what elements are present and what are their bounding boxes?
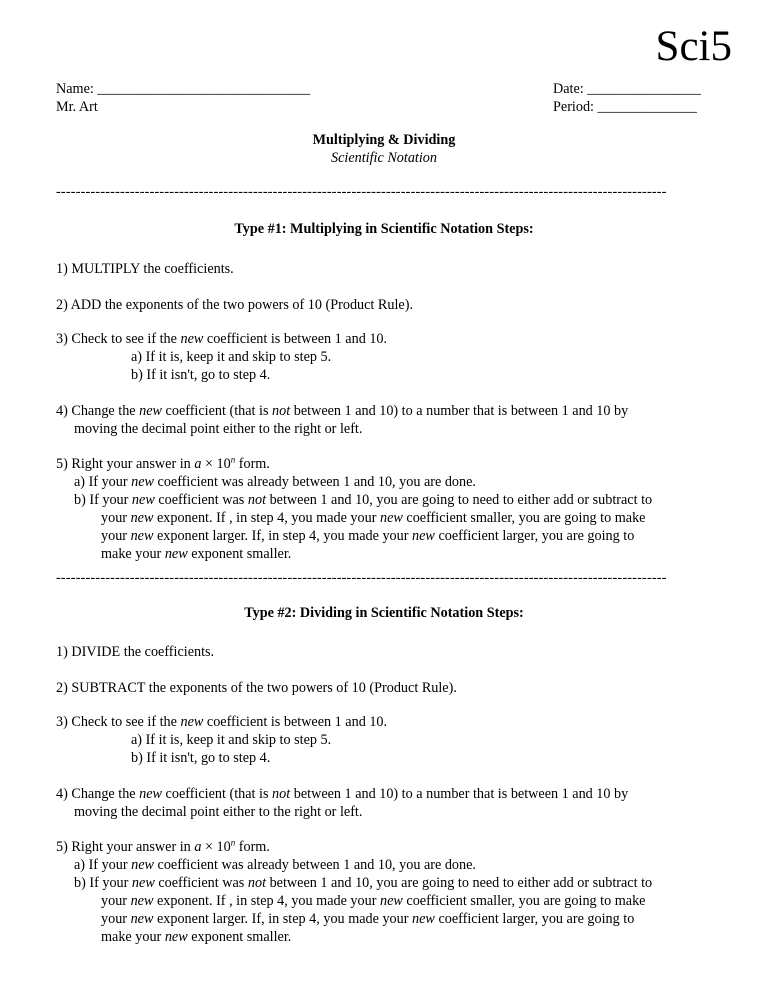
step-1: 1) MULTIPLY the coefficients. bbox=[56, 261, 234, 277]
page-title bbox=[0, 131, 768, 167]
step-2: 2) ADD the exponents of the two powers of 10 (Product Rule). bbox=[56, 297, 413, 313]
step-1: 1) DIVIDE the coefficients. bbox=[56, 644, 215, 660]
section-title: Type #1: Multiplying in Scientific Notation Steps: bbox=[234, 221, 534, 237]
step-3: 3) Check to see if the new coefficient is between 1 and 10. a) If it is, keep it and skip to step 5. b) If it isn't, go to step 4. bbox=[56, 330, 716, 384]
separator-line: ---------------------------------------------------------------------------------------------------------------------------- bbox=[56, 570, 667, 586]
period-label: Period: bbox=[553, 99, 594, 115]
step-5: 5) Right your answer in a × 10$^n$ form. a) If your new coefficient was already between 1 and 10, you are done. b) If your new coefficient was not between 1 and 10, you are going to need to either add or subtract to your new exponent. If , in step 4, you made your new coefficient smaller, you are going to make your new exponent larger. If, in step 4, you made your new coefficient larger, you are going to make your new exponent smaller. bbox=[56, 454, 653, 562]
date-label: Date: bbox=[553, 81, 584, 97]
title-sub: Scientific Notation bbox=[331, 150, 437, 166]
section-title: Type #2: Dividing in Scientific Notation Steps: bbox=[244, 605, 524, 621]
step-3b: b) If it isn't, go to step 4. bbox=[131, 367, 271, 383]
header-left bbox=[56, 80, 310, 116]
step-4: 4) Change the new coefficient (that is not between 1 and 10) to a number that is between 1 and 10 by moving the decimal point either to the right or left. bbox=[56, 786, 629, 820]
step-3b: b) If it isn't, go to step 4. bbox=[131, 750, 271, 766]
step-4: 4) Change the new coefficient (that is not between 1 and 10) to a number that is between 1 and 10 by moving the decimal point either to the right or left. bbox=[56, 403, 629, 437]
date-line bbox=[553, 80, 701, 98]
step-3a: a) If it is, keep it and skip to step 5. bbox=[131, 349, 332, 365]
step-5: 5) Right your answer in a × 10$^n$ form. a) If your new coefficient was already between 1 and 10, you are done. b) If your new coefficient was not between 1 and 10, you are going to need to either add or subtract to your new exponent. If , in step 4, you made your new coefficient smaller, you are going to make your new exponent larger. If, in step 4, you made your new coefficient larger, you are going to make your new exponent smaller. bbox=[56, 837, 653, 945]
period-line bbox=[553, 98, 701, 116]
teacher-name: Mr. Art bbox=[56, 99, 98, 115]
step-3: 3) Check to see if the new coefficient is between 1 and 10. a) If it is, keep it and skip to step 5. b) If it isn't, go to step 4. bbox=[56, 713, 716, 767]
separator-line: ---------------------------------------------------------------------------------------------------------------------------- bbox=[56, 184, 667, 200]
name-blank: ______________________________ bbox=[97, 81, 311, 97]
date-blank: ________________ bbox=[587, 81, 701, 97]
name-label: Name: bbox=[56, 81, 94, 97]
header-right bbox=[553, 80, 701, 116]
course-code: Sci5 bbox=[655, 23, 732, 70]
step-2: 2) SUBTRACT the exponents of the two powers of 10 (Product Rule). bbox=[56, 680, 457, 696]
period-blank: ______________ bbox=[597, 99, 697, 115]
name-line bbox=[56, 80, 310, 98]
title-main: Multiplying & Dividing bbox=[312, 132, 456, 148]
step-3a: a) If it is, keep it and skip to step 5. bbox=[131, 732, 332, 748]
